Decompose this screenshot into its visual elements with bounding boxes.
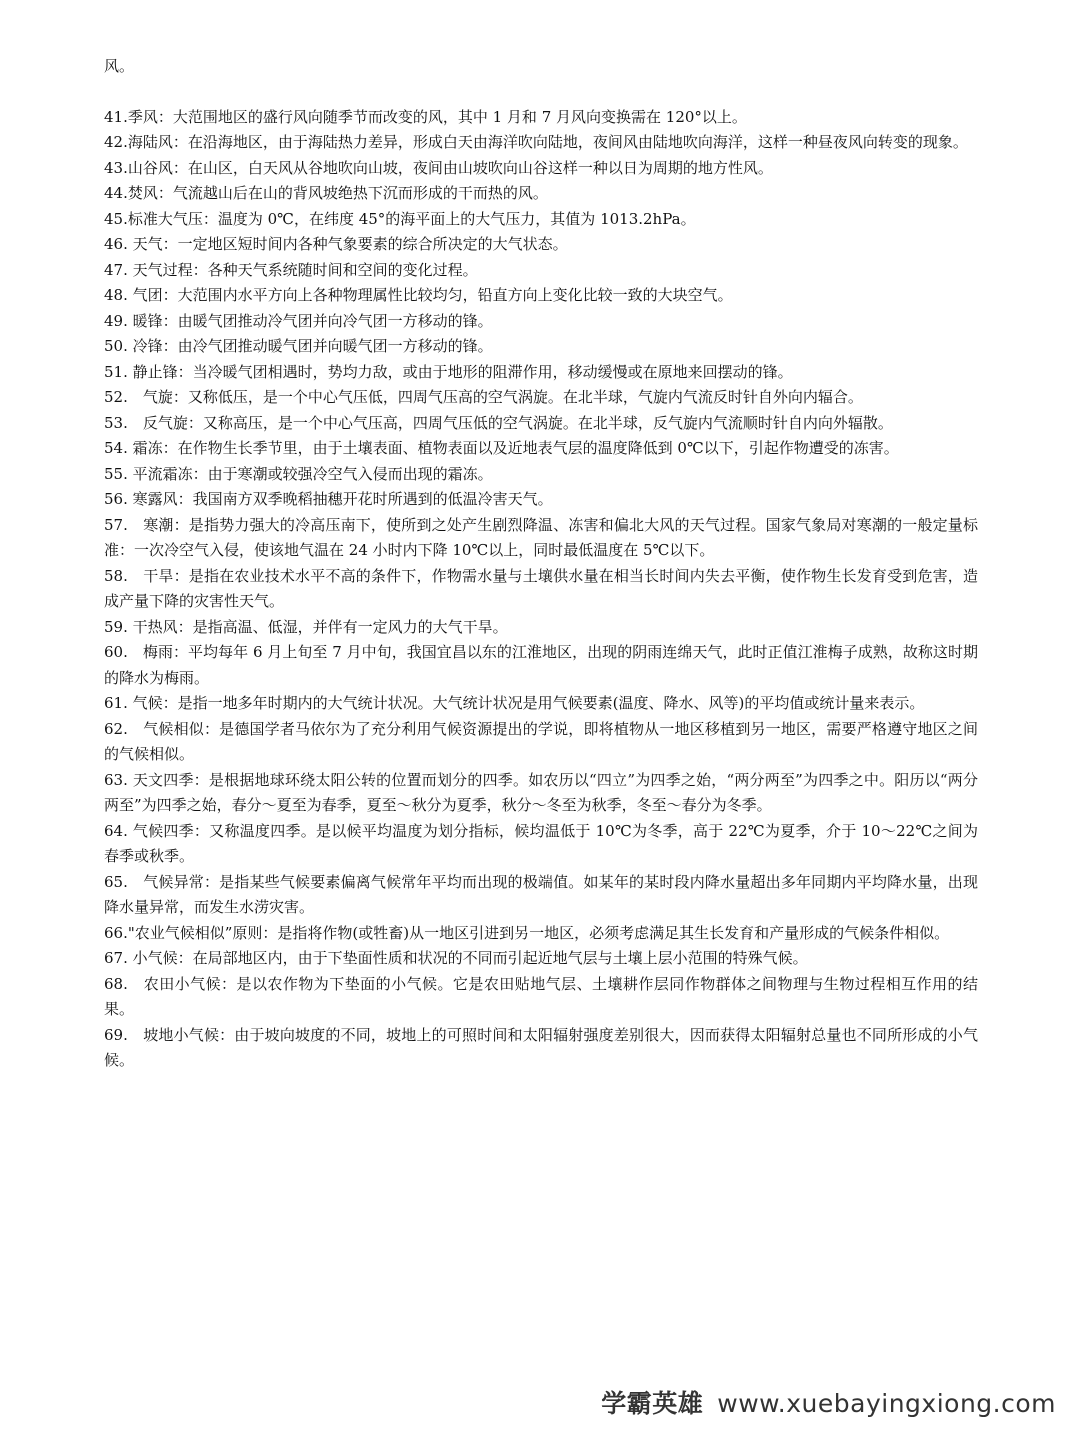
term-entry: 42.海陆风：在沿海地区，由于海陆热力差异，形成白天由海洋吹向陆地，夜间风由陆地吹向海洋，这样一种昼夜风向转变的现象。 bbox=[104, 133, 968, 151]
term-entry: 55. 平流霜冻：由于寒潮或较强冷空气入侵而出现的霜冻。 bbox=[104, 464, 493, 483]
term-entry: 65. 气候异常：是指某些气候要素偏离气候常年平均而出现的极端值。如某年的某时段内降水量超出多年同期内平均降水量，出现降水量异常，而发生水涝灾害。 bbox=[104, 872, 978, 916]
term-entry: 45.标准大气压：温度为 0℃，在纬度 45°的海平面上的大气压力，其值为 1013.2hPa。 bbox=[104, 209, 696, 228]
watermark bbox=[601, 1384, 1056, 1420]
term-entry: 57. 寒潮：是指势力强大的冷高压南下，使所到之处产生剧烈降温、冻害和偏北大风的天气过程。国家气象局对寒潮的一般定量标准：一次冷空气入侵，使该地气温在 24 小时内下降 10℃以上，同时最低温度在 5℃以下。 bbox=[104, 515, 978, 559]
term-entry: 60. 梅雨：平均每年 6 月上旬至 7 月中旬，我国宜昌以东的江淮地区，出现的阴雨连绵天气，此时正值江淮梅子成熟，故称这时期的降水为梅雨。 bbox=[104, 643, 978, 687]
term-entry: 41.季风：大范围地区的盛行风向随季节而改变的风，其中 1 月和 7 月风向变换需在 120°以上。 bbox=[104, 107, 747, 126]
term-entry: 69. 坡地小气候：由于坡向坡度的不同，坡地上的可照时间和太阳辐射强度差别很大，因而获得太阳辐射总量也不同所形成的小气候。 bbox=[104, 1025, 978, 1069]
entry-list bbox=[104, 105, 978, 1074]
term-entry: 59. 干热风：是指高温、低湿，并伴有一定风力的大气干旱。 bbox=[104, 617, 508, 636]
term-entry: 44.焚风：气流越山后在山的背风坡绝热下沉而形成的干而热的风。 bbox=[104, 184, 548, 202]
term-entry: 61. 气候：是指一地多年时期内的大气统计状况。大气统计状况是用气候要素(温度、降水、风等)的平均值或统计量来表示。 bbox=[104, 694, 925, 712]
term-entry: 46. 天气：一定地区短时间内各种气象要素的综合所决定的大气状态。 bbox=[104, 235, 568, 253]
term-entry: 53. 反气旋：又称高压，是一个中心气压高，四周气压低的空气涡旋。在北半球，反气旋内气流顺时针自内向外辐散。 bbox=[104, 413, 893, 432]
term-entry: 49. 暖锋：由暖气团推动冷气团并向冷气团一方移动的锋。 bbox=[104, 311, 493, 330]
term-entry: 51. 静止锋：当冷暖气团相遇时，势均力敌，或由于地形的阻滞作用，移动缓慢或在原地来回摆动的锋。 bbox=[104, 362, 793, 381]
term-entry: 62. 气候相似：是德国学者马依尔为了充分利用气候资源提出的学说，即将植物从一地区移植到另一地区，需要严格遵守地区之间的气候相似。 bbox=[104, 719, 978, 763]
watermark-url: www.xuebayingxiong.com bbox=[717, 1389, 1056, 1418]
term-entry: 68. 农田小气候：是以农作物为下垫面的小气候。它是农田贴地气层、土壤耕作层同作物群体之间物理与生物过程相互作用的结果。 bbox=[104, 974, 978, 1018]
term-entry: 52. 气旋：又称低压，是一个中心气压低，四周气压高的空气涡旋。在北半球，气旋内气流反时针自外向内辐合。 bbox=[104, 388, 863, 406]
term-entry: 64. 气候四季：又称温度四季。是以候平均温度为划分指标，候均温低于 10℃为冬季，高于 22℃为夏季，介于 10～22℃之间为春季或秋季。 bbox=[104, 821, 978, 865]
term-entry: 54. 霜冻：在作物生长季节里，由于土壤表面、植物表面以及近地表气层的温度降低到 0℃以下，引起作物遭受的冻害。 bbox=[104, 439, 899, 457]
term-entry: 58. 干旱：是指在农业技术水平不高的条件下，作物需水量与土壤供水量在相当长时间内失去平衡，使作物生长发育受到危害，造成产量下降的灾害性天气。 bbox=[104, 566, 978, 610]
term-entry: 50. 冷锋：由冷气团推动暖气团并向暖气团一方移动的锋。 bbox=[104, 337, 493, 355]
term-entry: 48. 气团：大范围内水平方向上各种物理属性比较均匀，铅直方向上变化比较一致的大块空气。 bbox=[104, 286, 733, 304]
term-entry: 43.山谷风：在山区，白天风从谷地吹向山坡，夜间由山坡吹向山谷这样一种以日为周期的地方性风。 bbox=[104, 158, 773, 177]
watermark-brand: 学霸英雄 bbox=[601, 1389, 704, 1418]
term-entry: 56. 寒露风：我国南方双季晚稻抽穗开花时所遇到的低温冷害天气。 bbox=[104, 490, 553, 508]
term-entry: 67. 小气候：在局部地区内，由于下垫面性质和状况的不同而引起近地气层与土壤上层小范围的特殊气候。 bbox=[104, 949, 808, 967]
term-entry: 63. 天文四季：是根据地球环绕太阳公转的位置而划分的四季。如农历以“四立”为四季之始，“两分两至”为四季之中。阳历以“两分两至”为四季之始，春分～夏至为春季，夏至～秋分为夏季，秋分～冬至为秋季，冬至～春分为冬季。 bbox=[104, 770, 978, 814]
term-entry: 66."农业气候相似”原则：是指将作物(或牲畜)从一地区引进到另一地区，必须考虑满足其生长发育和产量形成的气候条件相似。 bbox=[104, 923, 950, 942]
document-body bbox=[104, 54, 978, 1074]
term-entry: 47. 天气过程：各种天气系统随时间和空间的变化过程。 bbox=[104, 260, 478, 279]
intro-line: 风。 bbox=[104, 57, 135, 75]
